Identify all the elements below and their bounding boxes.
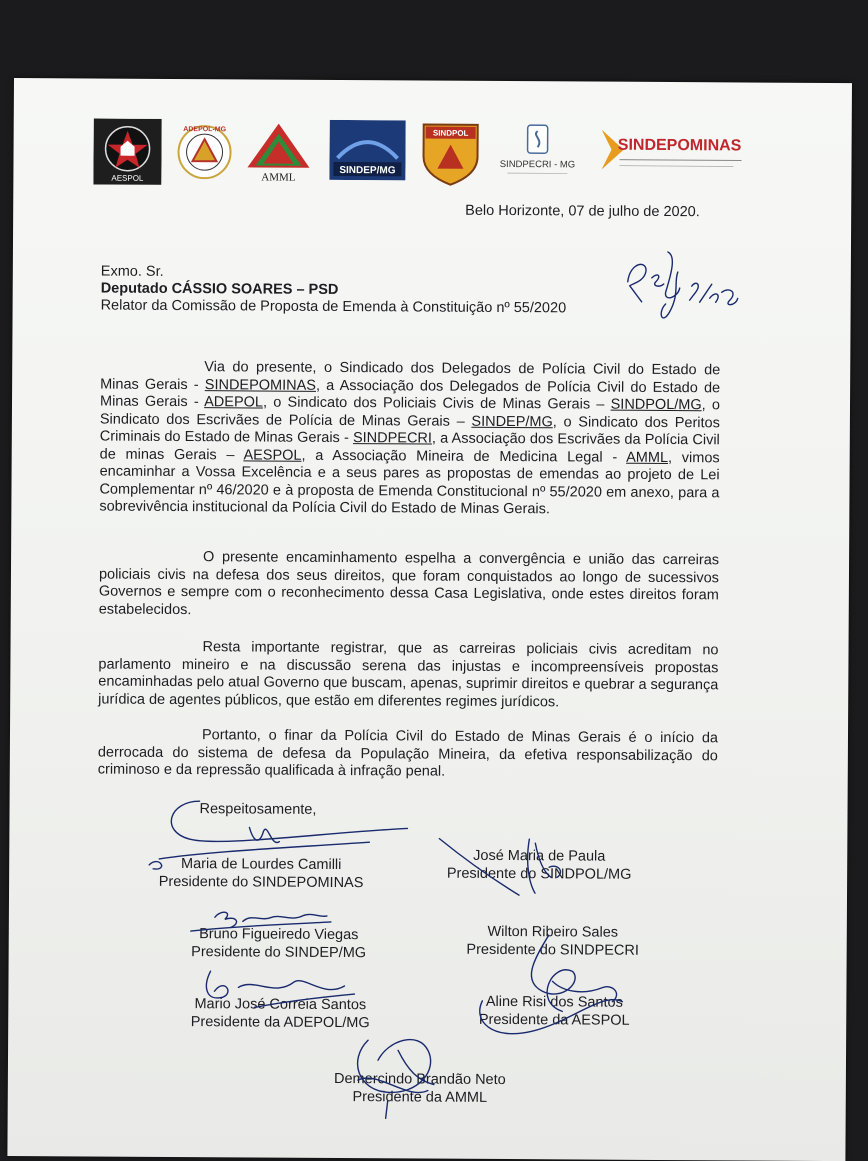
received-handwritten-note [617, 242, 748, 358]
signatory-name: Bruno Figueiredo Viegas [149, 925, 409, 945]
aespol-logo [93, 118, 161, 189]
signatory-name: Wilton Ribeiro Sales [423, 923, 683, 943]
signatory-title: Presidente da ADEPOL/MG [150, 1013, 410, 1033]
org-sindep: SINDEP/MG [471, 413, 552, 429]
signatory-name: Mario José Correia Santos [150, 995, 410, 1015]
org-sindpecri: SINDPECRI [353, 430, 432, 446]
amml-logo [243, 119, 313, 190]
org-amml: AMML [626, 449, 668, 465]
sindepominas-logo [593, 122, 745, 186]
sindepominas-caption: SINDEPOMINAS [618, 137, 742, 155]
org-aespol: AESPOL [243, 447, 301, 463]
signatory-4 [423, 923, 683, 961]
recipient-salutation: Exmo. Sr. [101, 264, 164, 281]
signatory-name: Maria de Lourdes Camilli [131, 855, 391, 875]
signatory-name: Demercindo Brandão Neto [290, 1070, 550, 1090]
letterhead [93, 118, 743, 184]
body-paragraph-4: Portanto, o finar da Polícia Civil do Estado de Minas Gerais é o início da derrocada do sistema de defesa da População Mineira, da efetiva responsabilização do criminoso e da repressão qualificada à infração penal. [98, 727, 718, 783]
signatory-title: Presidente do SINDPECRI [423, 941, 683, 961]
document-page [7, 78, 852, 1161]
sindep-logo [329, 120, 405, 185]
sindpecri-logo [497, 121, 577, 188]
adepol-logo [175, 119, 233, 190]
sindep-caption: SINDEP/MG [339, 165, 395, 176]
recipient-role: Relator da Comissão de Proposta de Emenda à Constituição nº 55/2020 [101, 298, 567, 318]
signatory-name: José Maria de Paula [409, 846, 669, 866]
signatory-title: Presidente da AESPOL [424, 1011, 684, 1031]
signatory-title: Presidente do SINDEPOMINAS [131, 873, 391, 893]
signatory-3 [149, 925, 409, 963]
org-sindpol: SINDPOL/MG [611, 397, 702, 414]
signatory-6 [424, 993, 684, 1031]
adepol-caption: ADEPOL-MG [183, 126, 226, 133]
org-sindepominas: SINDEPOMINAS [205, 377, 316, 394]
amml-caption: AMML [261, 172, 296, 184]
signatory-title: Presidente do SINDPOL/MG [409, 864, 669, 884]
closing: Respeitosamente, [199, 801, 316, 819]
signatory-title: Presidente do SINDEP/MG [149, 943, 409, 963]
org-adepol: ADEPOL [204, 394, 263, 410]
dateline: Belo Horizonte, 07 de julho de 2020. [465, 203, 700, 220]
signatory-5 [150, 995, 410, 1033]
body-paragraph-3: Resta importante registrar, que as carreiras policiais civis acreditam no parlamento mineiro e na discussão serena das injustas e incompreensíveis propostas encaminhadas pelo atual Governo que buscam, apenas, suprimir direitos e quebrar a segurança jurídica de agentes públicos, que estão em diferentes regimes jurídicos. [98, 639, 718, 713]
body-paragraph-1: Via do presente, o Sindicado dos Delegados de Polícia Civil do Estado de Minas Gerais - SINDEPOMINAS, a Associação dos Delegados de Polícia Civil do Estado de Minas Gerais - ADEPOL, o Sindicato dos Policiais Civis de Minas Gerais – SINDPOL/MG, o Sindicato dos Escrivães de Polícia de Minas Gerais – SINDEP/MG, o Sindicato dos Peritos Criminais do Estado de Minas Gerais - SINDPECRI, a Associação dos Escrivães da Polícia Civil de minas Gerais – AESPOL, a Associação Mineira de Medicina Legal - AMML, vimos encaminhar a Vossa Excelência e a seus pares as propostas de emendas ao projeto de Lei Complementar nº 46/2020 e à proposta de Emenda Constitucional nº 55/2020 em anexo, para a sobrevivência institucional da Polícia Civil do Estado de Minas Gerais. [99, 359, 720, 520]
body-paragraph-2: O presente encaminhamento espelha a convergência e união das carreiras policiais civis na defesa dos seus direitos, que foram conquistados ao longo de sucessivos Governos e sempre com o reconhecimento dessa Casa Legislativa, onde estes direitos foram estabelecidos. [99, 549, 719, 623]
signatory-1 [131, 855, 391, 893]
signatory-title: Presidente da AMML [290, 1088, 550, 1108]
signatory-7 [290, 1070, 550, 1108]
signatory-2 [409, 846, 669, 884]
recipient-name: Deputado CÁSSIO SOARES – PSD [101, 281, 339, 299]
sindpol-logo [419, 120, 481, 191]
signatory-name: Aline Risi dos Santos [424, 993, 684, 1013]
aespol-caption: AESPOL [111, 174, 144, 183]
sindpol-caption: SINDPOL [433, 129, 469, 138]
sindpecri-caption: SINDPECRI - MG [500, 159, 576, 170]
